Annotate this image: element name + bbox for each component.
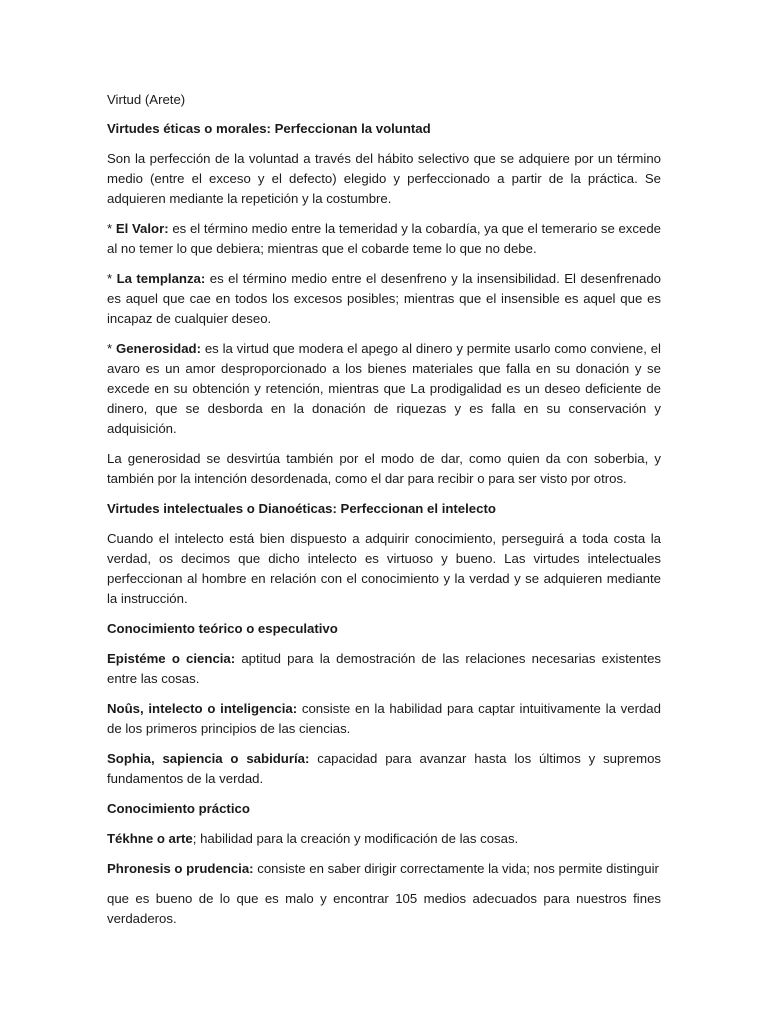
bullet-asterisk: * — [107, 221, 116, 236]
paragraph-episteme — [107, 649, 661, 689]
definition-generosidad: es la virtud que modera el apego al dinero y permite usarlo como conviene, el avaro es un amor desproporcionado a los bienes materiales que falla en su donación y se excede en su obtención y retención, mientras que La prodigalidad es un deseo deficiente de dinero, que se desborda en la donación de riquezas y es falla en su conservación y adquisición. — [107, 341, 661, 436]
section-heading-intelectuales — [107, 499, 661, 519]
definition-phronesis: consiste en saber dirigir correctamente la vida; nos permite distinguir — [253, 861, 659, 876]
paragraph-nous — [107, 699, 661, 739]
definition-nous: consiste en la habilidad para captar intuitivamente la verdad de los primeros principios de las ciencias. — [107, 701, 661, 736]
term-generosidad: Generosidad: — [115, 341, 201, 356]
document-title: Virtud (Arete) — [107, 92, 186, 107]
subheading-practico-text: Conocimiento práctico — [107, 801, 250, 816]
subheading-teorico — [107, 619, 661, 639]
bullet-asterisk: * — [107, 341, 116, 356]
term-tekhne: Tékhne o arte — [107, 831, 193, 846]
paragraph-intelectuales-intro: Cuando el intelecto está bien dispuesto a adquirir conocimiento, perseguirá a toda costa la verdad, os decimos que dicho intelecto es virtuoso y bueno. Las virtudes intelectuales perfeccionan al hombre en relación con el conocimiento y la verdad y se adquieren mediante la instrucción. — [107, 531, 661, 606]
section-heading-intelectuales-text: Virtudes intelectuales o Dianoéticas: Perfeccionan el intelecto — [107, 501, 496, 516]
term-valor: El Valor: — [115, 221, 169, 236]
paragraph-templanza — [107, 269, 661, 329]
paragraph-sophia — [107, 749, 661, 789]
subheading-practico — [107, 799, 661, 819]
paragraph-valor — [107, 219, 661, 259]
definition-tekhne: ; habilidad para la creación y modificación de las cosas. — [192, 831, 519, 846]
paragraph-generosidad — [107, 339, 661, 439]
paragraph-phronesis — [107, 859, 661, 879]
definition-valor: es el término medio entre la temeridad y la cobardía, ya que el temerario se excede al no temer lo que debiera; mientras que el cobarde teme lo que no debe. — [107, 221, 661, 256]
paragraph-tekhne — [107, 829, 661, 849]
section-heading-eticas — [107, 119, 661, 139]
definition-episteme: aptitud para la demostración de las relaciones necesarias existentes entre las cosas. — [107, 651, 661, 686]
subheading-teorico-text: Conocimiento teórico o especulativo — [107, 621, 338, 636]
term-episteme: Epistéme o ciencia: — [107, 651, 236, 666]
term-nous: Noûs, intelecto o inteligencia: — [107, 701, 298, 716]
term-sophia: Sophia, sapiencia o sabiduría: — [107, 751, 310, 766]
term-phronesis: Phronesis o prudencia: — [107, 861, 254, 876]
bullet-asterisk: * — [107, 271, 117, 286]
section-heading-eticas-text: Virtudes éticas o morales: Perfeccionan la voluntad — [107, 121, 431, 136]
paragraph-eticas-intro: Son la perfección de la voluntad a través del hábito selectivo que se adquiere por un término medio (entre el exceso y el defecto) elegido y perfeccionado a partir de la práctica. Se adquieren mediante la repetición y la costumbre. — [107, 151, 661, 206]
paragraph-generosidad-note: La generosidad se desvirtúa también por el modo de dar, como quien da con soberbia, y también por la intención desordenada, como el dar para recibir o para ser visto por otros. — [107, 451, 661, 486]
definition-templanza: es el término medio entre el desenfreno y la insensibilidad. El desenfrenado es aquel que cae en todos los excesos posibles; mientras que el insensible es aquel que es incapaz de cualquier deseo. — [107, 271, 662, 326]
definition-sophia: capacidad para avanzar hasta los últimos y supremos fundamentos de la verdad. — [107, 751, 661, 786]
term-templanza: La templanza: — [116, 271, 206, 286]
paragraph-final: que es bueno de lo que es malo y encontrar 105 medios adecuados para nuestros fines verdaderos. — [107, 891, 661, 926]
